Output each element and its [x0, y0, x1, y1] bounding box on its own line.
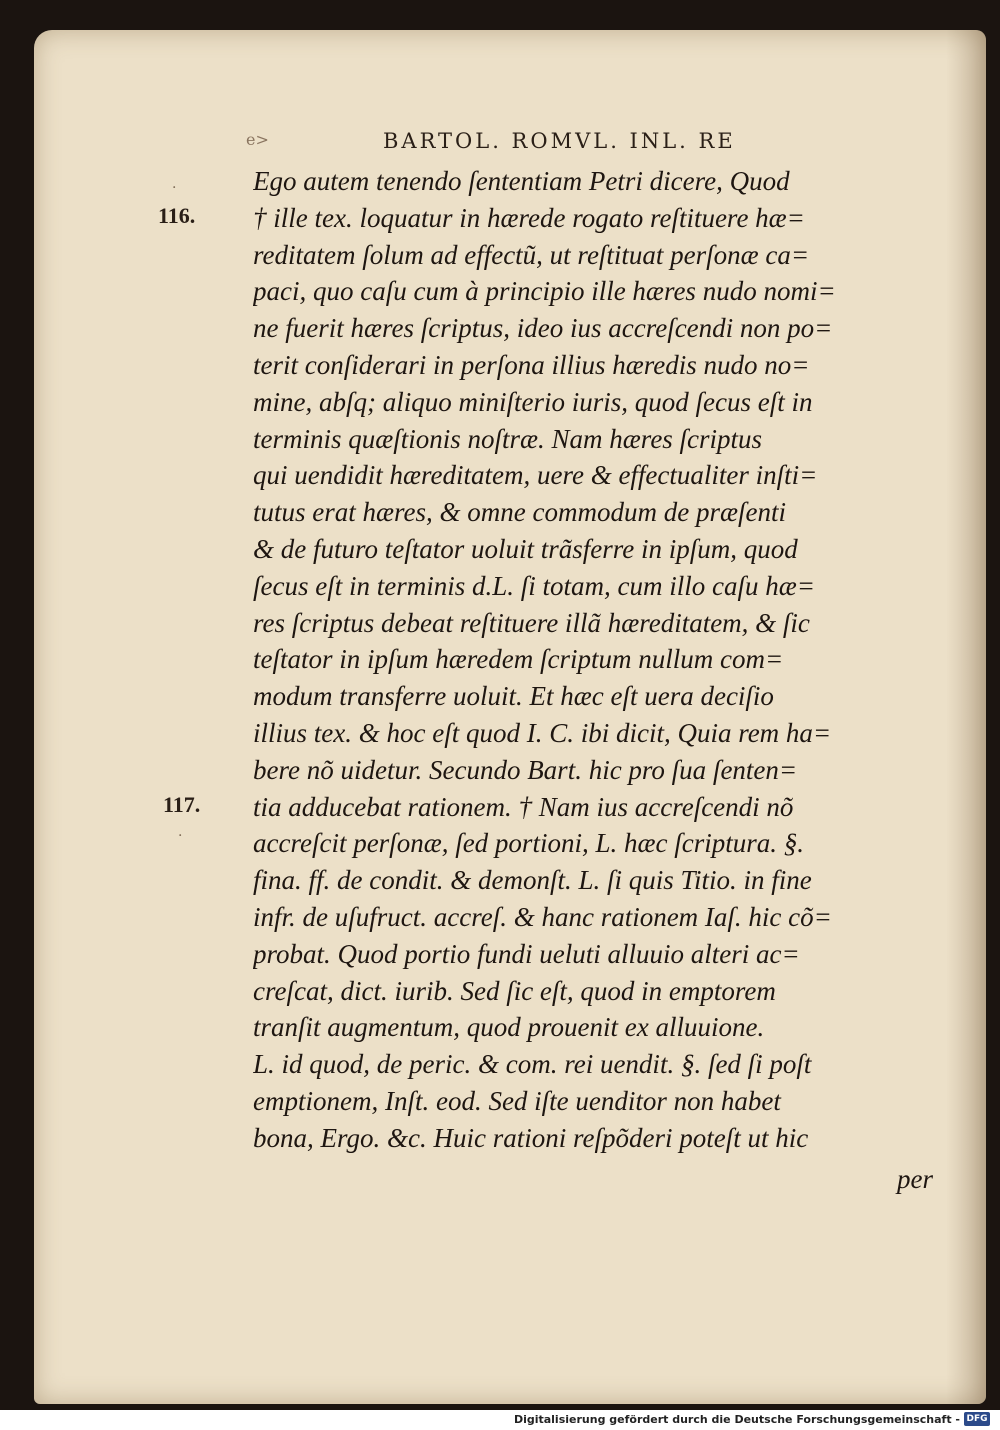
text-line: fina. ff. de condit. & demonſt. L. ſi quis Titio. in fine	[253, 865, 812, 896]
dfg-logo-icon: DFG	[964, 1412, 990, 1426]
text-line: terit conſiderari in perſona illius hæredis nudo no=	[253, 349, 810, 380]
text-line: qui uendidit hæreditatem, uere & effectualiter inſti=	[253, 460, 818, 491]
text-line: ne fuerit hæres ſcriptus, ideo ius accreſcendi non po=	[253, 313, 833, 344]
text-line: bere nõ uidetur. Secundo Bart. hic pro ſua ſenten=	[253, 754, 798, 785]
marginal-number: 116.	[158, 203, 196, 228]
text-line: paci, quo caſu cum à principio ille hæres nudo nomi=	[253, 276, 836, 307]
catchword: per	[897, 1163, 933, 1194]
text-line: res ſcriptus debeat reſtituere illã hæreditatem, & ſic	[253, 607, 810, 638]
text-line: mine, abſq; aliquo miniſterio iuris, quod ſecus eſt in	[253, 386, 813, 417]
ink-speck: ·	[172, 180, 177, 196]
text-line: tutus erat hæres, & omne commodum de præſenti	[253, 497, 786, 528]
text-line: Ego autem tenendo ſententiam Petri dicere, Quod	[253, 166, 790, 196]
ink-speck: ·	[178, 828, 183, 844]
text-line: infr. de uſufruct. accreſ. & hanc rationem Iaſ. hic cõ=	[253, 901, 832, 932]
text-line: creſcat, dict. iurib. Sed ſic eſt, quod in emptorem	[253, 975, 776, 1006]
text-line: terminis quæſtionis noſtræ. Nam hæres ſcriptus	[253, 423, 763, 454]
text-line: teſtator in ipſum hæredem ſcriptum nullum com=	[253, 644, 784, 675]
text-line: accreſcit perſonæ, ſed portioni, L. hæc ſcriptura. §.	[253, 828, 804, 859]
text-line: L. id quod, de peric. & com. rei uendit. §. ſed ſi poſt	[253, 1049, 812, 1080]
text-line: ſecus eſt in terminis d.L. ſi totam, cum illo caſu hæ=	[253, 570, 815, 601]
text-line: probat. Quod portio fundi ueluti alluuio alteri ac=	[253, 938, 800, 969]
text-line: reditatem ſolum ad effectũ, ut reſtituat perſonæ ca=	[253, 239, 810, 270]
head-ornament: e>	[246, 130, 269, 149]
text-line: tia adducebat rationem. † Nam ius accreſcendi nõ	[253, 791, 794, 822]
marginal-number: 117.	[163, 792, 201, 817]
text-line: emptionem, Inſt. eod. Sed iſte uenditor non habet	[253, 1085, 781, 1116]
text-line: modum transferre uoluit. Et hæc eſt uera deciſio	[253, 681, 774, 712]
text-line: & de futuro teſtator uoluit trãsferre in ipſum, quod	[253, 533, 798, 564]
text-line: tranſit augmentum, quod prouenit ex alluuione.	[253, 1012, 765, 1043]
text-line: bona, Ergo. &c. Huic rationi reſpõderi poteſt ut hic	[253, 1122, 809, 1153]
text-line: † ille tex. loquatur in hærede rogato reſtituere hæ=	[253, 202, 805, 233]
running-head: BARTOL. ROMVL. INL. RE	[383, 129, 736, 153]
text-line: illius tex. & hoc eſt quod I. C. ibi dicit, Quia rem ha=	[253, 717, 832, 748]
footer-credit: Digitalisierung gefördert durch die Deutsche Forschungsgemeinschaft -	[513, 1413, 960, 1426]
body-text	[253, 163, 933, 1197]
